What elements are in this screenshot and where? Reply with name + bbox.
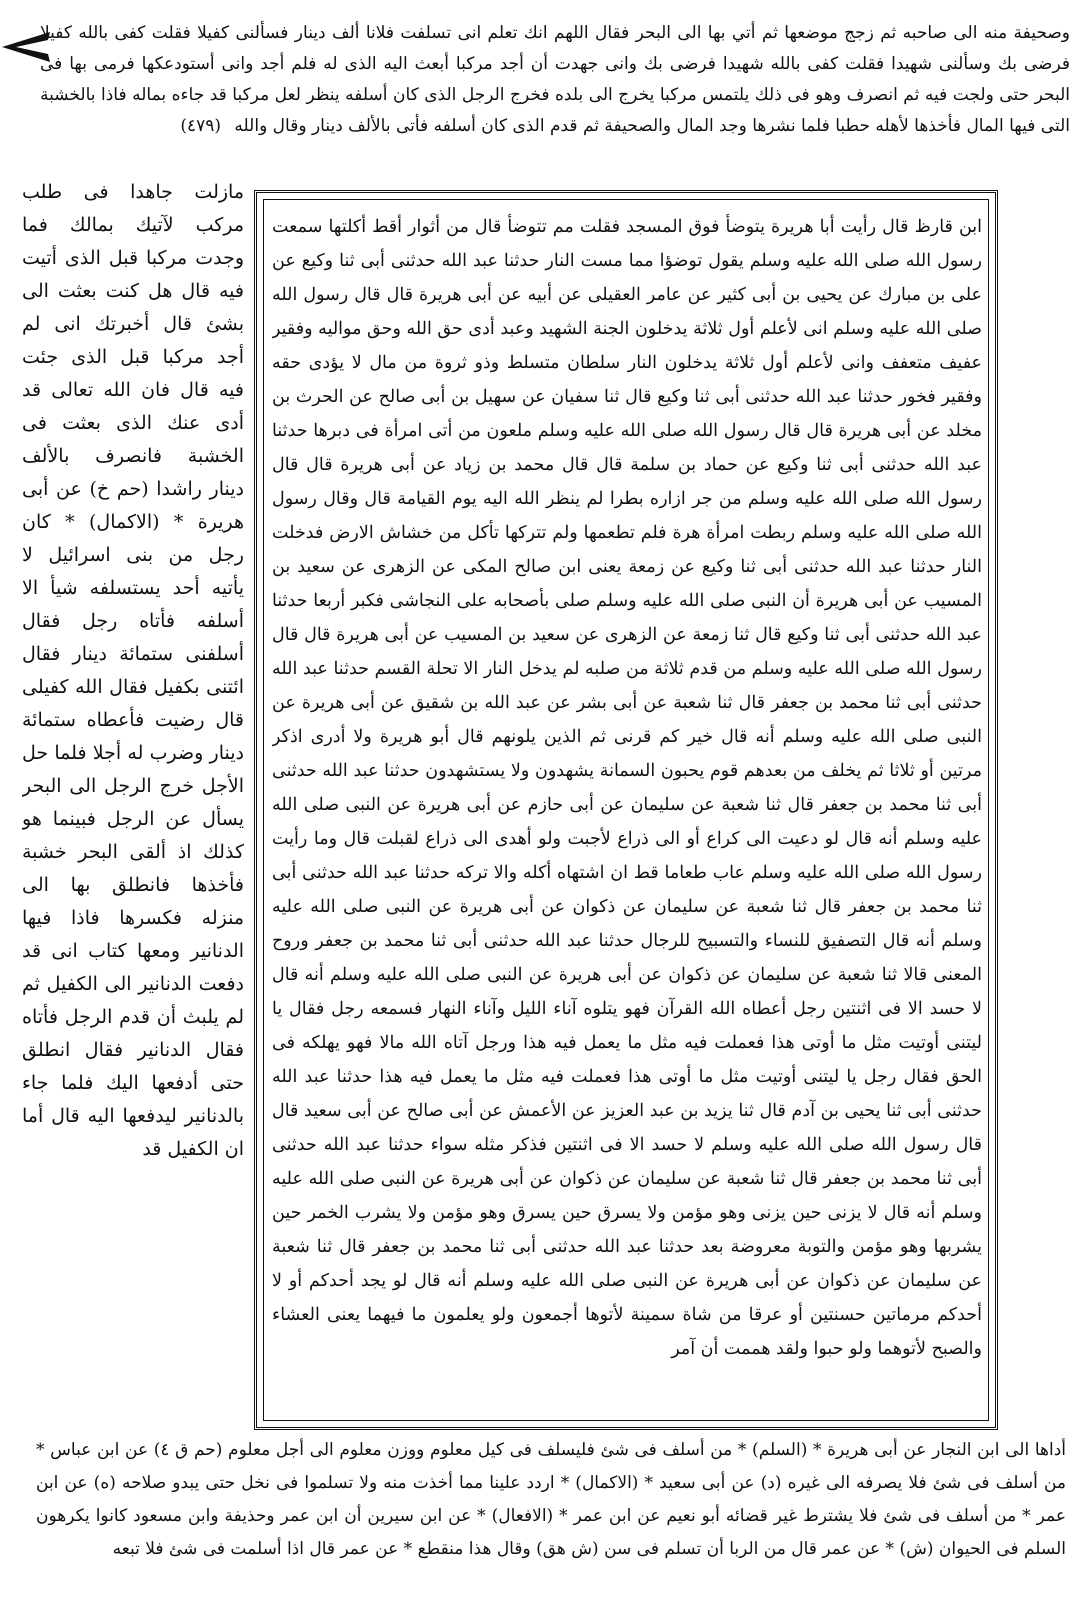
main-text-block <box>272 210 982 1422</box>
footer-text-block <box>36 1434 1066 1604</box>
main-text-paragraph: ابن قارظ قال رأيت أبا هريرة يتوضأ فوق المسجد فقلت مم تتوضأ قال من أثوار أقط أكلتها سمعت رسول الله صلى الله عليه وسلم يقول توضؤا مما مست النار حدثنا عبد الله حدثنى أبى ثنا وكيع عن على بن مبارك عن يحيى بن أبى كثير عن عامر العقيلى عن أبيه عن أبى هريرة قال قال رسول الله صلى الله عليه وسلم انى لأعلم أول ثلاثة يدخلون الجنة الشهيد وعبد أدى حق الله وحق مواليه وفقير عفيف متعفف وانى لأعلم أول ثلاثة يدخلون النار سلطان متسلط وذو ثروة من مال لا يؤدى حقه وفقير فخور حدثنا عبد الله حدثنى أبى ثنا وكيع قال ثنا سفيان عن سهيل بن أبى صالح عن الحرث بن مخلد عن أبى هريرة قال قال رسول الله صلى الله عليه وسلم ملعون من أتى امرأة فى دبرها حدثنا عبد الله حدثنى أبى ثنا وكيع عن حماد بن سلمة قال قال محمد بن زياد عن أبى هريرة قال قال رسول الله صلى الله عليه وسلم من جر ازاره بطرا لم ينظر الله اليه يوم القيامة قال وقال رسول الله صلى الله عليه وسلم ربطت امرأة هرة فلم تطعمها ولم تتركها تأكل من خشاش الارض فدخلت النار حدثنا عبد الله حدثنى أبى ثنا وكيع عن زمعة يعنى ابن صالح المكى عن الزهرى عن سعيد بن المسيب عن أبى هريرة أن النبى صلى الله عليه وسلم صلى بأصحابه على النجاشى فكبر أربعا حدثنا عبد الله حدثنى أبى ثنا وكيع قال ثنا زمعة عن الزهرى عن سعيد بن المسيب عن أبى هريرة قال قال رسول الله صلى الله عليه وسلم من قدم ثلاثة من صلبه لم يدخل النار الا تحلة القسم حدثنا عبد الله حدثنى أبى ثنا محمد بن جعفر قال ثنا شعبة عن أبى بشر عن عبد الله بن شقيق عن أبى هريرة عن النبى صلى الله عليه وسلم أنه قال خير كم قرنى ثم الذين يلونهم قال أبو هريرة ولا أدرى اذكر مرتين أو ثلاثا ثم يخلف من بعدهم قوم يحبون السمانة يشهدون ولا يستشهدون حدثنا عبد الله حدثنى أبى ثنا محمد بن جعفر قال ثنا شعبة عن سليمان عن أبى حازم عن أبى هريرة عن النبى صلى الله عليه وسلم أنه قال لو دعيت الى كراع أو الى ذراع لأجبت ولو أهدى الى ذراع لقبلت قال وما رأيت رسول الله صلى الله عليه وسلم عاب طعاما قط ان اشتهاه أكله والا تركه حدثنا عبد الله حدثنى أبى ثنا محمد بن جعفر قال ثنا شعبة عن سليمان عن ذكوان عن أبى هريرة عن النبى صلى الله عليه وسلم أنه قال التصفيق للنساء والتسبيح للرجال حدثنا عبد الله حدثنى أبى ثنا محمد بن جعفر وروح المعنى قالا ثنا شعبة عن سليمان عن ذكوان عن أبى هريرة عن النبى صلى الله عليه وسلم أنه قال لا حسد الا فى اثنتين رجل أعطاه الله القرآن فهو يتلوه آناء الليل وآناء النهار فسمعه رجل فقال يا ليتنى أوتيت مثل ما أوتى هذا فعملت فيه مثل ما يعمل فيه هذا ورجل آتاه الله مالا فهو يهلكه فى الحق فقال رجل يا ليتنى أوتيت مثل ما أوتى هذا فعملت فيه مثل ما يعمل فيه هذا حدثنا عبد الله حدثنى أبى ثنا يحيى بن آدم قال ثنا يزيد بن عبد العزيز عن الأعمش عن أبى صالح عن أبى سعيد قال قال رسول الله صلى الله عليه وسلم لا حسد الا فى اثنتين فذكر مثله سواء حدثنا عبد الله حدثنى أبى ثنا محمد بن جعفر قال ثنا شعبة عن سليمان عن ذكوان عن أبى هريرة عن النبى صلى الله عليه وسلم أنه قال لا يزنى حين يزنى وهو مؤمن ولا يسرق حين يسرق وهو مؤمن ولا يشرب الخمر حين يشربها وهو مؤمن والتوبة معروضة بعد حدثنا عبد الله حدثنى أبى ثنا محمد بن جعفر قال ثنا شعبة عن سليمان عن ذكوان عن أبى هريرة عن النبى صلى الله عليه وسلم أنه قال لو يجد أحدكم أو لا أحدكم مرماتين حسنتين أو عرقا من شاة سمينة لأتوها أجمعون ولو يعلمون ما فيهما يعنى العشاء والصبح لأتوهما ولو حبوا ولقد هممت أن آمر <box>272 217 982 1359</box>
header-text: وصحيفة منه الى صاحبه ثم زجج موضعها ثم أتي بها الى البحر فقال اللهم انك تعلم انى تسلفت فلانا ألف دينار فسألنى كفيلا فقلت كفى بالله كفيلا فرضى بك وسألنى شهيدا فقلت كفى بالله شهيدا فرضى بك وانى جهدت أن أجد مركبا أبعث اليه الذى له فلم أجد وانى أستودعكها فرمى بها فى البحر حتى ولجت فيه ثم انصرف وهو فى ذلك يلتمس مركبا يخرج الى بلده فخرج الرجل الذى كان أسلفه ينظر لعل مركبا قد جاءه بماله فاذا بالخشبة التى فيها المال فأخذها لأهله حطبا فلما نشرها وجد المال والصحيفة ثم قدم الذى كان أسلفه فأتى بالألف دينار وقال والله <box>40 23 1070 136</box>
header-text-block <box>40 18 1070 186</box>
footer-text: أداها الى ابن النجار عن أبى هريرة * (السلم) * من أسلف فى شئ فليسلف فى كيل معلوم ووزن معلوم الى أجل معلوم (حم ق ٤) عن ابن عباس * من أسلف فى شئ فلا يصرفه الى غيره (د) عن أبى سعيد * (الاكمال) * اردد علينا مما أخذت منه ولا تسلموا فى نخل حتى يبدو صلاحه (ه) عن ابن عمر * من أسلف فى شئ فلا يشترط غير قضائه أبو نعيم عن ابن عمر * (الافعال) * عن ابن سيرين أن ابن عمر وحذيفة وابن مسعود كانوا يكرهون السلم فى الحيوان (ش) * عن عمر قال من الربا أن تسلم فى سن (ش هق) وقال هذا منقطع * عن عمر قال اذا أسلمت فى شئ فلا تبعه <box>36 1440 1066 1559</box>
margin-column-text: مازلت جاهدا فى طلب مركب لآتيك بمالك فما وجدت مركبا قبل الذى أتيت فيه قال هل كنت بعثت الى بشئ قال أخبرتك انى لم أجد مركبا قبل الذى جئت فيه قال فان الله تعالى قد أدى عنك الذى بعثت فى الخشبة فانصرف بالألف دينار راشدا (حم خ) عن أبى هريرة * (الاكمال) * كان رجل من بنى اسرائيل لا يأتيه أحد يستسلفه شيأ الا أسلفه فأتاه رجل فقال أسلفنى ستمائة دينار فقال ائتنى بكفيل فقال الله كفيلى قال رضيت فأعطاه ستمائة دينار وضرب له أجلا فلما حل الأجل خرج الرجل الى البحر يسأل عن الرجل فبينما هو كذلك اذ ألقى البحر خشبة فأخذها فانطلق بها الى منزله فكسرها فاذا فيها الدنانير ومعها كتاب انى قد دفعت الدنانير الى الكفيل ثم لم يلبث أن قدم الرجل فأتاه فقال الدنانير فقال انطلق حتى أدفعها اليك فلما جاء بالدنانير ليدفعها اليه قال أما ان الكفيل قد <box>22 181 244 1160</box>
margin-column <box>22 176 244 1422</box>
page-number: (٤٧٩) <box>180 116 222 136</box>
